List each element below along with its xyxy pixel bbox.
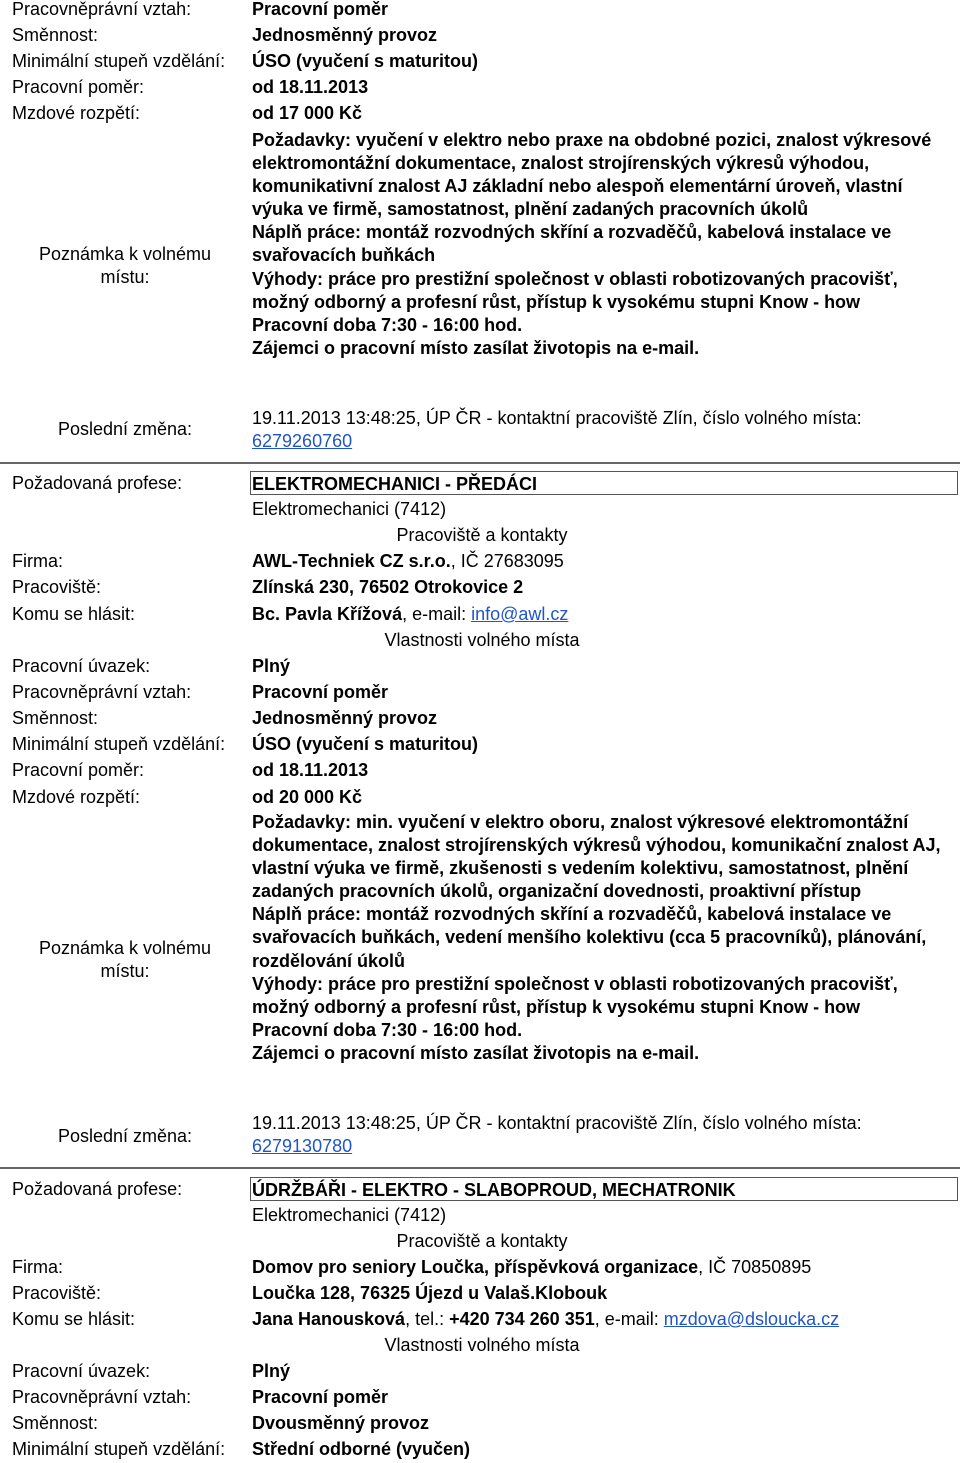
- contacts-header: Pracoviště a kontakty: [396, 525, 568, 545]
- vacancy-number-link[interactable]: 6279130780: [252, 1136, 353, 1156]
- profession-code: Elektromechanici (7412): [252, 1205, 447, 1225]
- note-paragraph: Zájemci o pracovní místo zasílat životopis na e-mail.: [252, 337, 700, 358]
- workplace-label: Pracoviště:: [12, 1283, 102, 1303]
- listing-separator: [0, 462, 960, 464]
- field-label: Směnnost:: [12, 708, 99, 728]
- note-label: Poznámka k volnému místu:: [38, 938, 212, 981]
- field-label: Minimální stupeň vzdělání:: [12, 51, 226, 71]
- firm-label: Firma:: [12, 551, 63, 571]
- contact-name: Bc. Pavla Křížová: [252, 604, 403, 624]
- field-label: Směnnost:: [12, 1413, 99, 1433]
- note-paragraph: Výhody: práce pro prestižní společnost v oblasti robotizovaných pracovišť, možný odborný a profesní růst, přístup k vysokému stupni Know - how: [252, 973, 898, 1017]
- contact-phone: +420 734 260 351: [449, 1309, 595, 1329]
- field-value: od 17 000 Kč: [252, 103, 363, 123]
- email-link[interactable]: mzdova@dsloucka.cz: [663, 1309, 840, 1329]
- last-change-text: 19.11.2013 13:48:25, ÚP ČR - kontaktní pracoviště Zlín, číslo volného místa:: [252, 408, 862, 428]
- note-paragraph: Požadavky: min. vyučení v elektro oboru, znalost výkresové elektromontážní dokumentace, znalost strojírenských výkresů výhodou, komunikační znalost AJ, vlastní výuka ve firmě, zkušenosti s vedením kolektivu, samostatnost, plnění zadaných pracovních úkolů, organizační dovednosti, proaktivní přístup: [252, 812, 941, 902]
- last-change: [252, 407, 958, 453]
- workplace-label: Pracoviště:: [12, 577, 102, 597]
- field-label: Minimální stupeň vzdělání:: [12, 734, 226, 754]
- profession-title: ÚDRŽBÁŘI - ELEKTRO - SLABOPROUD, MECHATRONIK: [252, 1180, 736, 1200]
- note-paragraph: Náplň práce: montáž rozvodných skříní a rozvaděčů, kabelová instalace ve svařovacích buňkách: [252, 222, 892, 266]
- note-text: [252, 811, 958, 1065]
- field-value: Plný: [252, 1361, 291, 1381]
- field-label: Pracovněprávní vztah:: [12, 1387, 192, 1407]
- field-label: Pracovní úvazek:: [12, 1361, 151, 1381]
- properties-header: Vlastnosti volného místa: [384, 630, 580, 650]
- field-label: Pracovní poměr:: [12, 760, 145, 780]
- field-value: ÚSO (vyučení s maturitou): [252, 51, 479, 71]
- last-change-text: 19.11.2013 13:48:25, ÚP ČR - kontaktní pracoviště Zlín, číslo volného místa:: [252, 1113, 862, 1133]
- profession-code: Elektromechanici (7412): [252, 499, 447, 519]
- field-label: Mzdové rozpětí:: [12, 103, 141, 123]
- note-paragraph: Zájemci o pracovní místo zasílat životopis na e-mail.: [252, 1042, 700, 1063]
- profession-label: Požadovaná profese:: [12, 1179, 183, 1199]
- field-value: Pracovní poměr: [252, 682, 389, 702]
- firm-name: Domov pro seniory Loučka, příspěvková organizace: [252, 1257, 699, 1277]
- firm-name: AWL-Techniek CZ s.r.o.: [252, 551, 451, 571]
- field-value: Střední odborné (vyučen): [252, 1439, 471, 1459]
- contact-label: Komu se hlásit:: [12, 604, 136, 624]
- field-value: Jednosměnný provoz: [252, 25, 438, 45]
- note-label: Poznámka k volnému místu:: [38, 244, 212, 287]
- field-value: Pracovní poměr: [252, 1387, 389, 1407]
- workplace-value: Loučka 128, 76325 Újezd u Valaš.Klobouk: [252, 1283, 608, 1303]
- contacts-header: Pracoviště a kontakty: [396, 1231, 568, 1251]
- contact-name: Jana Hanousková: [252, 1309, 406, 1329]
- email-prefix: , e-mail:: [402, 604, 472, 624]
- email-prefix: , e-mail:: [594, 1309, 664, 1329]
- firm-label: Firma:: [12, 1257, 63, 1277]
- field-label: Pracovní poměr:: [12, 77, 145, 97]
- field-value: od 18.11.2013: [252, 77, 369, 97]
- note-paragraph: Náplň práce: montáž rozvodných skříní a rozvaděčů, kabelová instalace ve svařovacích buňkách, vedení menšího kolektivu (cca 5 pracovníků), plánování, rozdělování úkolů: [252, 904, 927, 971]
- properties-header: Vlastnosti volného místa: [384, 1335, 580, 1355]
- profession-title: ELEKTROMECHANICI - PŘEDÁCI: [252, 474, 538, 494]
- last-change-label: Poslední změna:: [57, 419, 193, 439]
- workplace-value: Zlínská 230, 76502 Otrokovice 2: [252, 577, 524, 597]
- note-paragraph: Pracovní doba 7:30 - 16:00 hod.: [252, 1019, 523, 1040]
- field-label: Pracovněprávní vztah:: [12, 0, 192, 19]
- last-change: [252, 1112, 958, 1158]
- note-paragraph: Výhody: práce pro prestižní společnost v oblasti robotizovaných pracovišť, možný odborný a profesní růst, přístup k vysokému stupni Know - how: [252, 268, 898, 312]
- field-label: Směnnost:: [12, 25, 99, 45]
- email-link[interactable]: info@awl.cz: [471, 604, 569, 624]
- listing-separator: [0, 1167, 960, 1169]
- last-change-label: Poslední změna:: [57, 1126, 193, 1146]
- field-value: Plný: [252, 656, 291, 676]
- field-value: Jednosměnný provoz: [252, 708, 438, 728]
- field-value: od 20 000 Kč: [252, 787, 363, 807]
- field-value: Pracovní poměr: [252, 0, 389, 19]
- vacancy-number-link[interactable]: 6279260760: [252, 431, 353, 451]
- field-label: Pracovněprávní vztah:: [12, 682, 192, 702]
- firm-ic: , IČ 70850895: [698, 1257, 812, 1277]
- contact-label: Komu se hlásit:: [12, 1309, 136, 1329]
- note-text: [252, 129, 958, 360]
- field-value: Dvousměnný provoz: [252, 1413, 430, 1433]
- field-label: Minimální stupeň vzdělání:: [12, 1439, 226, 1459]
- field-label: Pracovní úvazek:: [12, 656, 151, 676]
- firm-ic: , IČ 27683095: [450, 551, 564, 571]
- tel-prefix: , tel.:: [405, 1309, 450, 1329]
- profession-label: Požadovaná profese:: [12, 473, 183, 493]
- field-value: od 18.11.2013: [252, 760, 369, 780]
- note-paragraph: Pracovní doba 7:30 - 16:00 hod.: [252, 314, 523, 335]
- field-value: ÚSO (vyučení s maturitou): [252, 734, 479, 754]
- field-label: Mzdové rozpětí:: [12, 787, 141, 807]
- note-paragraph: Požadavky: vyučení v elektro nebo praxe na obdobné pozici, znalost výkresové elektromontážní dokumentace, znalost strojírenských výkresů výhodou, komunikativní znalost AJ základní nebo alespoň elementární úroveň, vlastní výuka ve firmě, samostatnost, plnění zadaných pracovních úkolů: [252, 130, 932, 220]
